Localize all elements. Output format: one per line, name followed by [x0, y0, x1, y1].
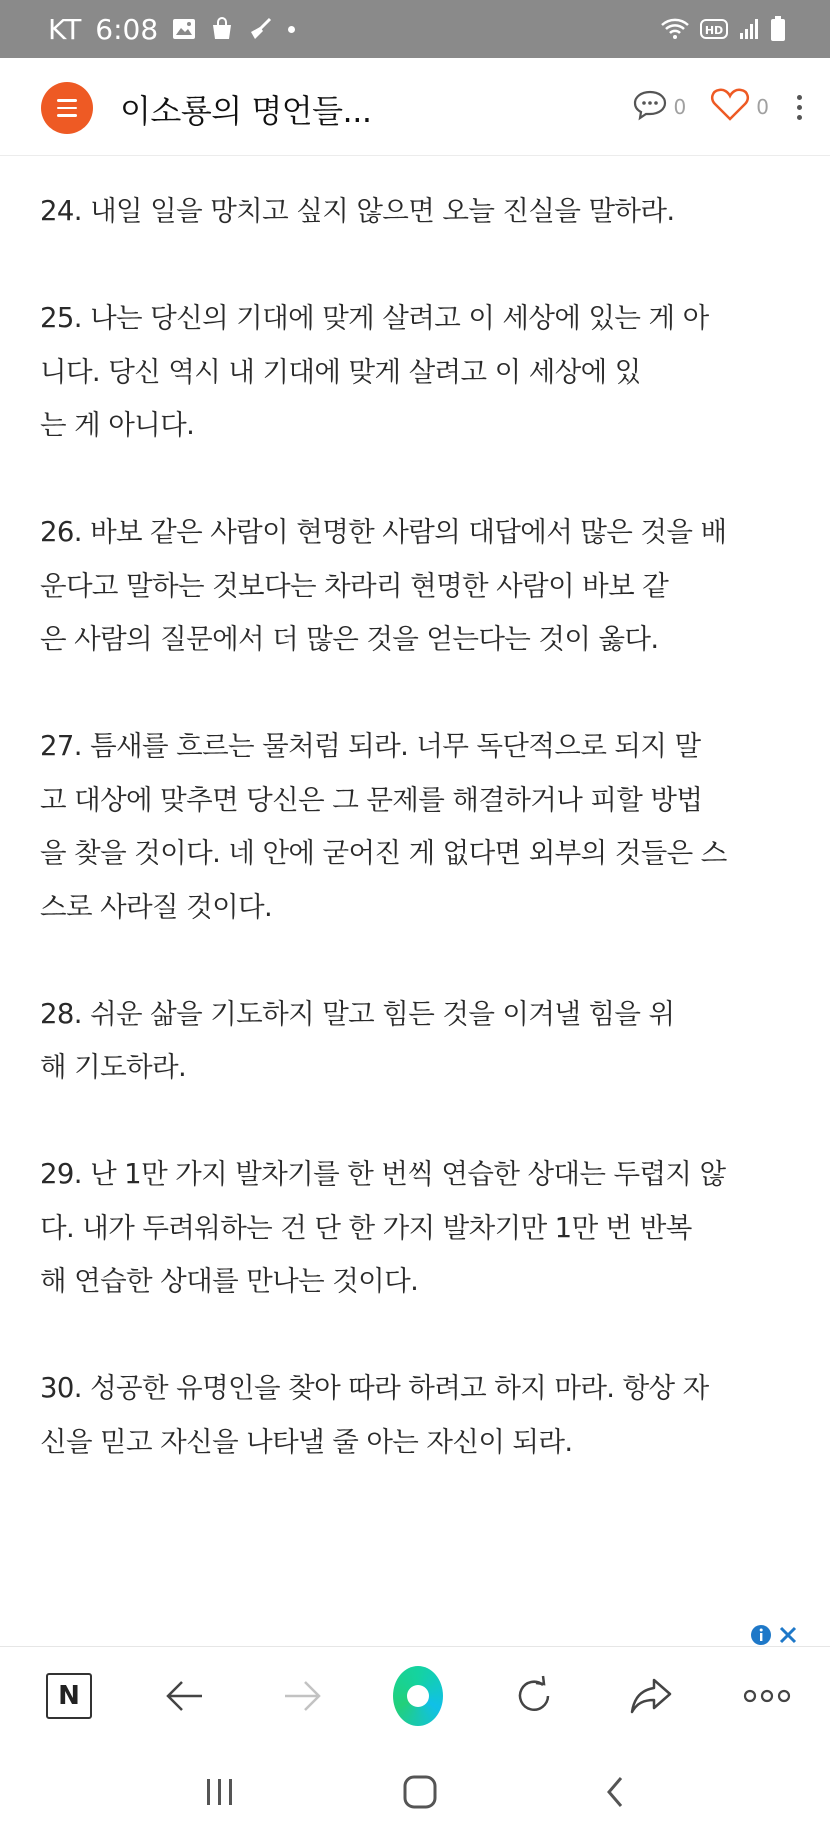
back-button[interactable]	[160, 1671, 210, 1721]
quote-item: 29. 난 1만 가지 발차기를 한 번씩 연습한 상대는 두렵지 않 다. 내가 두려워하는 건 단 한 가지 발차기만 1만 번 반복 해 연습한 상대를 만나는 것이다.	[40, 1158, 726, 1297]
forward-button[interactable]	[277, 1671, 327, 1721]
back-nav-button[interactable]	[603, 1774, 627, 1814]
green-dot-icon	[393, 1666, 443, 1726]
more-options-button[interactable]	[791, 91, 808, 124]
home-square-icon	[402, 1774, 438, 1810]
hd-icon	[700, 18, 728, 40]
arrow-right-icon	[281, 1678, 323, 1714]
home-button[interactable]	[393, 1671, 443, 1721]
like-button[interactable]	[710, 88, 769, 126]
arrow-left-icon	[164, 1678, 206, 1714]
recent-apps-button[interactable]	[203, 1777, 237, 1811]
article-body	[40, 185, 800, 1523]
browser-toolbar	[0, 1646, 830, 1744]
image-icon	[172, 18, 196, 40]
wifi-icon	[660, 17, 690, 41]
shopping-bag-icon	[210, 17, 234, 41]
clock: 6:08	[95, 12, 159, 46]
comment-button[interactable]	[632, 89, 687, 125]
naver-logo-icon: N	[46, 1673, 92, 1719]
page-title: 이소룡의 명언들...	[120, 92, 372, 130]
menu-button[interactable]	[41, 82, 93, 134]
home-nav-button[interactable]	[402, 1774, 438, 1814]
status-bar	[0, 0, 830, 58]
broom-icon	[248, 17, 274, 41]
refresh-icon	[512, 1674, 556, 1718]
more-horizontal-icon	[742, 1686, 792, 1706]
heart-icon	[710, 88, 750, 126]
quote-item: 26. 바보 같은 사람이 현명한 사람의 대답에서 많은 것을 배 운다고 말하는 것보다는 차라리 현명한 사람이 바보 같 은 사람의 질문에서 더 많은 것을 얻는다는 것이 옳다.	[40, 516, 727, 655]
share-icon	[628, 1676, 674, 1716]
quote-item: 28. 쉬운 삶을 기도하지 말고 힘든 것을 이겨낼 힘을 위 해 기도하라.	[40, 997, 675, 1083]
app-header	[0, 58, 830, 156]
system-nav-bar	[0, 1744, 830, 1844]
hd-label: HD	[704, 24, 724, 37]
quote-item: 25. 나는 당신의 기대에 맞게 살려고 이 세상에 있는 게 아 니다. 당신 역시 내 기대에 맞게 살려고 이 세상에 있 는 게 아니다.	[40, 302, 709, 441]
quote-item: 30. 성공한 유명인을 찾아 따라 하려고 하지 마라. 항상 자 신을 믿고 자신을 나타낼 줄 아는 자신이 되라.	[40, 1372, 709, 1458]
comment-count: 0	[673, 95, 687, 119]
comment-icon	[632, 89, 668, 125]
carrier-label: KT	[48, 12, 82, 46]
like-count: 0	[756, 95, 769, 119]
quote-item: 24. 내일 일을 망치고 싶지 않으면 오늘 진실을 말하라.	[40, 195, 675, 227]
refresh-button[interactable]	[509, 1671, 559, 1721]
more-menu-button[interactable]	[742, 1671, 792, 1721]
quote-item: 27. 틈새를 흐르는 물처럼 되라. 너무 독단적으로 되지 말 고 대상에 맞추면 당신은 그 문제를 해결하거나 피할 방법 을 찾을 것이다. 네 안에 굳어진 게 없다면 외부의 것들은 스 스로 사라질 것이다.	[40, 730, 727, 923]
chevron-left-icon	[603, 1774, 627, 1810]
signal-icon	[738, 18, 760, 40]
recent-apps-icon	[203, 1777, 237, 1807]
share-button[interactable]	[626, 1671, 676, 1721]
more-vertical-icon	[797, 95, 802, 100]
battery-icon	[770, 16, 786, 42]
naver-button[interactable]	[44, 1671, 94, 1721]
hamburger-icon	[57, 99, 77, 102]
notification-dot-icon	[288, 26, 295, 33]
